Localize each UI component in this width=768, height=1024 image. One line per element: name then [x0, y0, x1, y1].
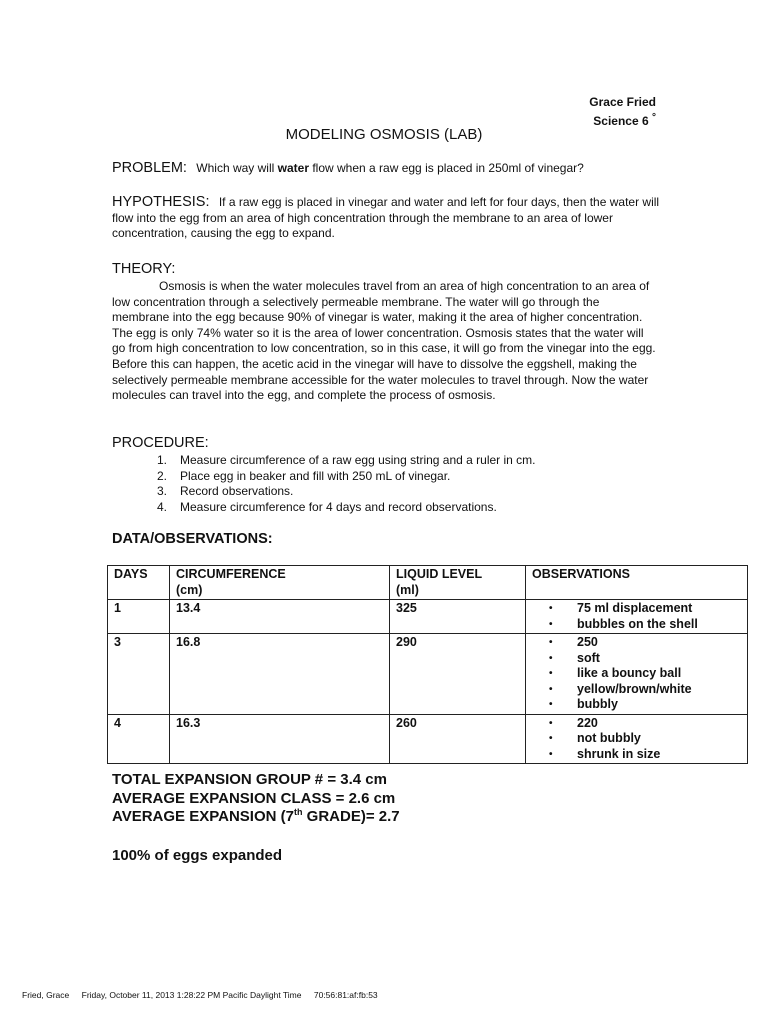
grade-average-line: AVERAGE EXPANSION (7th GRADE)= 2.7	[112, 807, 400, 825]
col-header-observations: OBSERVATIONS	[526, 566, 748, 600]
cell-liquid-level: 290	[390, 634, 526, 715]
theory-text: Osmosis is when the water molecules travel from an area of high concentration to an area of low concentration through a selectively permeable membrane. The water will go through the membrane into the egg because 90% of vinegar is water, making it the area of higher concentration. The egg is only 74% water so it is the area of lower concentration. Osmosis states that the water will go from high concentration to low concentration, so in this case, it will go from the vinegar into the egg. Before this can happen, the acetic acid in the vinegar will have to dissolve the eggshell, making the selectively permeable membrane accessible for the water molecules to travel through. Now the water molecules can travel into the egg, and complete the process of osmosis.	[112, 279, 656, 403]
hypothesis-text: If a raw egg is placed in vinegar and water and left for four days, then the water will flow into the egg from an area of high concentration through the membrane to an area of lower concentration, causing the egg to expand.	[112, 195, 660, 241]
cell-circumference: 16.8	[170, 634, 390, 715]
observation-item: • yellow/brown/white	[532, 682, 742, 698]
procedure-step: 4. Measure circumference for 4 days and record observations.	[157, 499, 497, 514]
print-footer	[22, 990, 388, 1000]
cell-circumference: 13.4	[170, 600, 390, 634]
col-header-days: DAYS	[108, 566, 170, 600]
data-heading: DATA/OBSERVATIONS:	[112, 531, 273, 547]
observation-item: • bubbly	[532, 697, 742, 713]
cell-day: 3	[108, 634, 170, 715]
procedure-step: 1. Measure circumference of a raw egg using string and a ruler in cm.	[157, 453, 536, 467]
table-row	[108, 600, 748, 634]
cell-circumference: 16.3	[170, 714, 390, 764]
cell-observations	[526, 714, 748, 764]
problem-bold-word: water	[277, 161, 309, 175]
author-class: Science 6 °	[593, 112, 656, 128]
author-name: Grace Fried	[589, 95, 656, 109]
observation-item: • like a bouncy ball	[532, 666, 742, 682]
procedure-list	[144, 453, 536, 515]
observation-item: • 75 ml displacement	[532, 601, 742, 617]
procedure-step: 2. Place egg in beaker and fill with 250 mL of vinegar.	[157, 468, 451, 483]
author-block	[589, 95, 656, 129]
cell-observations	[526, 634, 748, 715]
hypothesis-section	[112, 195, 660, 242]
eggs-expanded-summary: 100% of eggs expanded	[112, 847, 283, 864]
observation-item: • 220	[532, 716, 742, 732]
degree-mark: °	[652, 112, 656, 123]
table-row	[108, 714, 748, 764]
problem-section	[112, 161, 584, 177]
cell-observations	[526, 600, 748, 634]
class-average-line: AVERAGE EXPANSION CLASS = 2.6 cm	[112, 789, 396, 807]
hypothesis-heading: HYPOTHESIS:	[112, 194, 210, 210]
problem-heading: PROBLEM:	[112, 160, 187, 176]
cell-day: 1	[108, 600, 170, 634]
results-block	[112, 771, 400, 827]
col-header-circumference: CIRCUMFERENCE (cm)	[170, 566, 390, 600]
footer-name: Fried, Grace	[22, 990, 70, 1000]
procedure-heading: PROCEDURE:	[112, 435, 209, 451]
procedure-step: 3. Record observations.	[157, 484, 294, 498]
problem-text-after: flow when a raw egg is placed in 250ml of vinegar?	[309, 161, 584, 175]
theory-heading: THEORY:	[112, 261, 176, 277]
observation-item: • soft	[532, 651, 742, 667]
observation-item: • 250	[532, 635, 742, 651]
footer-id: 70:56:81:af:fb:53	[313, 990, 378, 1000]
cell-liquid-level: 260	[390, 714, 526, 764]
col-header-liquid-level: LIQUID LEVEL (ml)	[390, 566, 526, 600]
footer-timestamp: Friday, October 11, 2013 1:28:22 PM Pacific Daylight Time	[81, 990, 302, 1000]
observation-item: • bubbles on the shell	[532, 617, 742, 633]
data-table	[107, 565, 748, 764]
cell-day: 4	[108, 714, 170, 764]
total-expansion-line: TOTAL EXPANSION GROUP # = 3.4 cm	[112, 771, 387, 788]
table-header-row	[108, 566, 748, 600]
observation-item: • shrunk in size	[532, 747, 742, 763]
page-title: MODELING OSMOSIS (LAB)	[285, 126, 483, 143]
problem-text-before: Which way will	[196, 161, 278, 175]
table-row	[108, 634, 748, 715]
observation-item: • not bubbly	[532, 731, 742, 747]
cell-liquid-level: 325	[390, 600, 526, 634]
